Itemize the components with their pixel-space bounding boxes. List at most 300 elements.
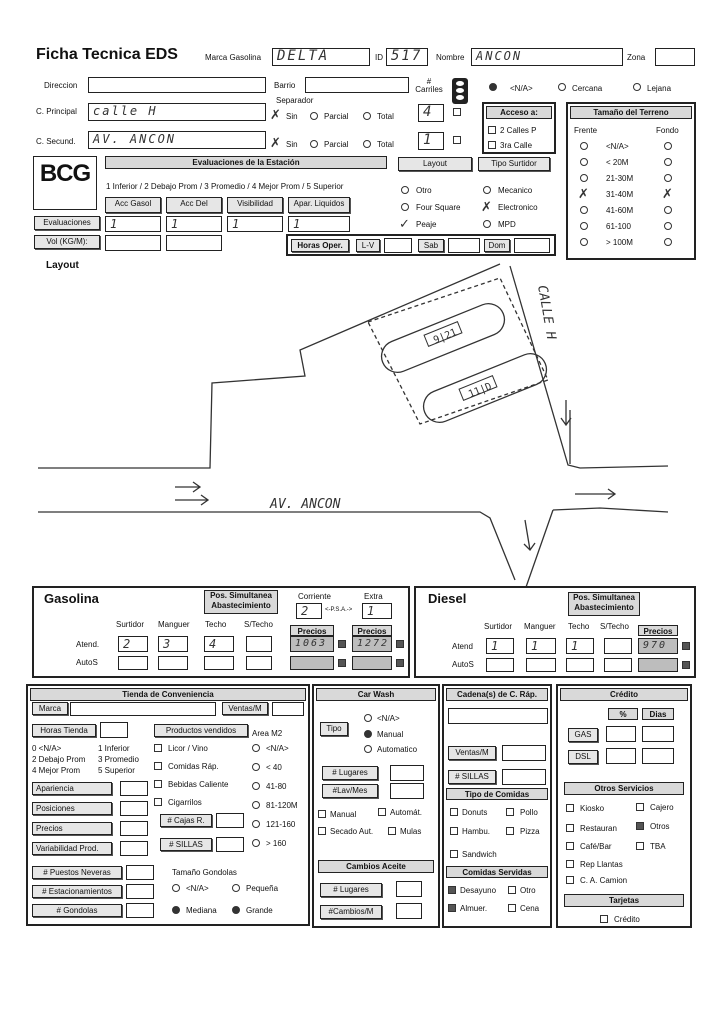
diesel-atend-surtidor-field[interactable]: 1 <box>486 638 514 654</box>
nombre-label: Nombre <box>436 53 465 62</box>
gondolas-label: # Gondolas <box>32 904 122 917</box>
carriles-secund-check[interactable] <box>453 136 461 146</box>
gasolina-autos-techo-field[interactable] <box>204 656 234 670</box>
credito-gas-label: GAS <box>568 728 598 742</box>
servida-almuer-label: Almuer. <box>460 904 488 913</box>
tienda-panel <box>26 684 310 926</box>
gasolina-atend-manguer-field[interactable]: 3 <box>158 636 188 652</box>
eval-acc-del-field[interactable]: 1 <box>166 216 222 232</box>
terreno-frente-radio-1[interactable] <box>580 158 588 168</box>
puestos-neveras-field[interactable] <box>126 865 154 880</box>
diesel-autos-surtidor-field[interactable] <box>486 658 514 672</box>
nombre-field[interactable]: ANCON <box>471 48 623 66</box>
comidas-servidas-title: Comidas Servidas <box>446 866 548 878</box>
horas-sab-label: Sab <box>418 239 444 252</box>
area-label-0: <N/A> <box>266 744 289 753</box>
surtidor-electronico-radio[interactable]: ✗ <box>481 199 492 214</box>
servicio-restauran-label: Restauran <box>580 824 617 833</box>
area-label-2: 41-80 <box>266 782 287 791</box>
area-radio-4[interactable] <box>252 820 260 830</box>
parcial-label-1: Parcial <box>324 112 349 121</box>
c-principal-field[interactable]: calle H <box>88 103 266 121</box>
layout-peaje-radio[interactable]: ✓ <box>399 216 410 231</box>
gasolina-corriente-label: Corriente <box>298 592 331 601</box>
servida-otro-label: Otro <box>520 886 536 895</box>
carriles-secund-field[interactable]: 1 <box>418 132 444 150</box>
gondolas-field[interactable] <box>126 903 154 918</box>
terreno-frente-radio-2[interactable] <box>580 174 588 184</box>
terreno-fondo-radio-6[interactable] <box>664 238 672 248</box>
credito-dsl-dias-field[interactable] <box>642 748 674 764</box>
gasolina-autos-precio-extra-field[interactable] <box>352 656 392 670</box>
diesel-techo-label: Techo <box>568 622 590 631</box>
barrio-field[interactable] <box>305 77 409 93</box>
diesel-manguer-label: Manguer <box>524 622 556 631</box>
area-label-3: 81-120M <box>266 801 298 810</box>
tarjeta-credito-label: Crédito <box>614 915 640 924</box>
horas-dom-label: Dom <box>484 239 510 252</box>
carwash-lavmes-label: #Lav/Mes <box>322 784 378 798</box>
area-radio-0[interactable] <box>252 744 260 754</box>
area-radio-3[interactable] <box>252 801 260 811</box>
separador-total-radio-1[interactable] <box>363 112 371 122</box>
layout-four-square-label: Four Square <box>416 203 461 212</box>
gasolina-atend-stecho-field[interactable] <box>246 636 272 652</box>
carwash-manual-check[interactable] <box>318 810 326 820</box>
terreno-frente-radio-5[interactable] <box>580 222 588 232</box>
apar-liquidos-button[interactable]: Apar. Liquidos <box>288 197 350 213</box>
gondola-mediana-label: Mediana <box>186 906 217 915</box>
tienda-item-field-2[interactable] <box>120 821 148 836</box>
evaluaciones-title: Evaluaciones de la Estación <box>105 156 387 169</box>
servicio-kiosko-label: Kiosko <box>580 804 605 813</box>
cajas-field[interactable] <box>216 813 244 828</box>
servicio-restauran-check[interactable] <box>566 824 574 834</box>
tienda-horas-field[interactable] <box>100 722 128 738</box>
scale-3: 3 Promedio <box>98 755 139 764</box>
servida-almuer-check[interactable] <box>448 904 456 914</box>
tipo-sandwich-check[interactable] <box>450 850 458 860</box>
cambios-aceite-title: Cambios Aceite <box>318 860 434 873</box>
tienda-item-field-0[interactable] <box>120 781 148 796</box>
c-principal-label: C. Principal <box>36 107 77 116</box>
carwash-automatico-label: Automatico <box>377 745 418 754</box>
terreno-frente-radio-0[interactable] <box>580 142 588 152</box>
carwash-manual-radio[interactable] <box>364 730 372 740</box>
estacionamientos-label: # Estacionamientos <box>32 885 122 898</box>
tipo-sandwich-label: Sandwich <box>462 850 497 859</box>
tipo-surtidor-tab[interactable]: Tipo Surtidor <box>478 157 550 171</box>
diesel-autos-check[interactable] <box>682 661 690 671</box>
terreno-option-5: 61-100 <box>606 222 631 231</box>
diesel-autos-techo-field[interactable] <box>566 658 594 672</box>
marca-field[interactable]: DELTA <box>272 48 370 66</box>
diesel-surtidor-label: Surtidor <box>484 622 513 631</box>
layout-four-square-radio[interactable] <box>401 203 409 213</box>
acceso-panel <box>482 102 556 154</box>
volumen-row-label: Vol (KG/M): <box>34 235 100 249</box>
separador-label: Separador <box>276 96 314 105</box>
scale-2: 2 Debajo Prom <box>32 755 86 764</box>
layout-peaje-label: Peaje <box>416 220 437 229</box>
area-radio-5[interactable] <box>252 839 260 849</box>
carwash-lugares-label: # Lugares <box>322 766 378 780</box>
carwash-title: Car Wash <box>316 688 436 701</box>
surtidor-mpd-radio[interactable] <box>483 220 491 230</box>
area-radio-2[interactable] <box>252 782 260 792</box>
gasolina-precio-extra-field[interactable]: 1272 <box>352 636 392 652</box>
separador-parcial-radio-2[interactable] <box>310 140 318 150</box>
gasolina-precios-corriente-label: Precios <box>290 625 334 636</box>
gasolina-autos-label: AutoS <box>76 658 98 667</box>
carwash-na-radio[interactable] <box>364 714 372 724</box>
diesel-autos-precio-field[interactable] <box>638 658 678 672</box>
gasolina-precios-extra-label: Precios <box>352 625 392 636</box>
cambios-mes-field[interactable] <box>396 903 422 919</box>
tipo-donuts-check[interactable] <box>450 808 458 818</box>
carwash-secado-label: Secado Aut. <box>330 827 374 836</box>
tipo-pizza-check[interactable] <box>506 827 514 837</box>
terreno-fondo-radio-1[interactable] <box>664 158 672 168</box>
producto-label-2: Bebidas Caliente <box>168 780 229 789</box>
tamano-gondolas-label: Tamaño Gondolas <box>172 868 237 877</box>
acc-del-button[interactable]: Acc Del <box>166 197 222 213</box>
tienda-ventas-field[interactable] <box>272 702 304 716</box>
terreno-option-0: <N/A> <box>606 142 629 151</box>
gasolina-corriente-field[interactable]: 2 <box>296 603 322 619</box>
producto-check-0[interactable] <box>154 744 162 754</box>
visibilidad-button[interactable]: Visibilidad <box>227 197 283 213</box>
terreno-fondo-radio-3[interactable]: ✗ <box>662 186 673 201</box>
terreno-option-1: < 20M <box>606 158 629 167</box>
productos-vendidos-label: Productos vendidos <box>154 724 248 737</box>
diesel-autos-label: AutoS <box>452 660 474 669</box>
carwash-mulas-check[interactable] <box>388 827 396 837</box>
terreno-frente-radio-6[interactable] <box>580 238 588 248</box>
layout-otro-label: Otro <box>416 186 432 195</box>
eval-visibilidad-field[interactable]: 1 <box>227 216 283 232</box>
pump-2-label: 11|D <box>467 381 494 401</box>
scale-5: 5 Superior <box>98 766 135 775</box>
tienda-title: Tienda de Conveniencia <box>30 688 306 701</box>
gondola-grande-label: Grande <box>246 906 273 915</box>
tercera-calle-check[interactable] <box>488 141 496 151</box>
servicio-cafe-check[interactable] <box>566 842 574 852</box>
tienda-item-3: Variabilidad Prod. <box>32 842 112 855</box>
terreno-frente-radio-3[interactable]: ✗ <box>578 186 589 201</box>
servicio-otros-label: Otros <box>650 822 670 831</box>
credito-panel <box>556 684 692 928</box>
marca-label: Marca Gasolina <box>205 53 262 62</box>
area-m2-label: Area M2 <box>252 729 283 738</box>
carwash-mulas-label: Mulas <box>400 827 422 836</box>
credito-dsl-label: DSL <box>568 750 598 764</box>
dos-calles-check[interactable] <box>488 126 496 136</box>
servida-otro-check[interactable] <box>508 886 516 896</box>
carwash-lugares-field[interactable] <box>390 765 424 781</box>
diesel-precio-field[interactable]: 970 <box>638 638 678 654</box>
servicio-camion-label: C. A. Camion <box>580 876 628 885</box>
carwash-panel <box>312 684 440 928</box>
credito-gas-dias-field[interactable] <box>642 726 674 742</box>
area-label-5: > 160 <box>266 839 287 848</box>
gasolina-autos-extra-check[interactable] <box>396 659 404 669</box>
scale-0: 0 <N/A> <box>32 744 62 753</box>
servicio-kiosko-check[interactable] <box>566 804 574 814</box>
otros-servicios-title: Otros Servicios <box>564 782 684 795</box>
carriles-principal-field[interactable]: 4 <box>418 104 444 122</box>
servida-desayuno-label: Desayuno <box>460 886 497 895</box>
servicio-cajero-label: Cajero <box>650 803 674 812</box>
surtidor-electronico-label: Electronico <box>498 203 538 212</box>
diesel-autos-stecho-field[interactable] <box>604 658 632 672</box>
gasolina-autos-surtidor-field[interactable] <box>118 656 148 670</box>
scale-4: 4 Mejor Prom <box>32 766 81 775</box>
terreno-option-4: 41-60M <box>606 206 634 215</box>
carwash-automat-check-label: Automát. <box>390 808 423 817</box>
diesel-stecho-label: S/Techo <box>600 622 629 631</box>
estacionamientos-field[interactable] <box>126 884 154 899</box>
terreno-panel <box>566 102 696 260</box>
gasolina-precio-corriente-field[interactable]: 1063 <box>290 636 334 652</box>
total-label-2: Total <box>377 140 394 149</box>
terreno-fondo-radio-2[interactable] <box>664 174 672 184</box>
diesel-panel <box>414 586 696 678</box>
traffic-light-icon <box>452 78 468 104</box>
tienda-item-1: Posiciones <box>32 802 112 815</box>
carwash-na-label: <N/A> <box>377 714 400 723</box>
calle-h-sketch-label: CALLE H <box>534 284 559 341</box>
direccion-label: Direccion <box>44 81 78 90</box>
cambios-mes-label: #Cambios/M <box>320 905 382 919</box>
credito-dsl-pct-field[interactable] <box>606 748 636 764</box>
producto-check-3[interactable] <box>154 798 162 808</box>
area-radio-1[interactable] <box>252 763 260 773</box>
tipo-donuts-label: Donuts <box>462 808 488 817</box>
credito-dias-label: Dias <box>642 708 674 720</box>
diesel-atend-techo-field[interactable]: 1 <box>566 638 594 654</box>
c-secund-field[interactable]: AV. ANCON <box>88 131 266 149</box>
gasolina-pos-sim-title: Pos. Simultanea Abastecimiento <box>204 590 278 614</box>
cambios-lugares-field[interactable] <box>396 881 422 897</box>
carriles-label: # Carriles <box>415 77 443 94</box>
separador-sin-radio-2[interactable]: ✗ <box>270 135 281 150</box>
cadena-sillas-label: # SILLAS <box>448 770 496 784</box>
diesel-precios-label: Precios <box>638 625 678 636</box>
servicio-llantas-label: Rep Llantas <box>580 860 623 869</box>
gasolina-autos-corriente-check[interactable] <box>338 659 346 669</box>
tipo-comidas-title: Tipo de Comidas <box>446 788 548 800</box>
tienda-marca-label: Marca <box>32 702 68 715</box>
sillas-field[interactable] <box>216 837 244 852</box>
tienda-item-field-3[interactable] <box>120 841 148 856</box>
servida-desayuno-check[interactable] <box>448 886 456 896</box>
tipo-pollo-label: Pollo <box>520 808 538 817</box>
separador-sin-radio-1[interactable]: ✗ <box>270 107 281 122</box>
direccion-field[interactable] <box>88 77 266 93</box>
proximity-lejana-radio[interactable] <box>633 83 641 93</box>
carwash-tipo-label: Tipo <box>320 722 348 736</box>
tienda-marca-field[interactable] <box>70 702 216 716</box>
servicio-camion-check[interactable] <box>566 876 574 886</box>
fondo-label: Fondo <box>656 126 679 135</box>
pump-1-label: 9|21 <box>432 327 459 347</box>
diesel-precio-check[interactable] <box>682 642 690 652</box>
gasolina-title: Gasolina <box>44 591 99 606</box>
gasolina-surtidor-label: Surtidor <box>116 620 145 629</box>
vol-field-1[interactable] <box>105 235 161 251</box>
acceso-title: Acceso a: <box>486 106 552 119</box>
tipo-pollo-check[interactable] <box>506 808 514 818</box>
parcial-label-2: Parcial <box>324 140 349 149</box>
gasolina-precio-corriente-check[interactable] <box>338 640 346 650</box>
zona-field[interactable] <box>655 48 695 66</box>
gasolina-autos-stecho-field[interactable] <box>246 656 272 670</box>
tienda-horas-label: Horas Tienda <box>32 724 96 737</box>
tienda-item-field-1[interactable] <box>120 801 148 816</box>
c-secund-label: C. Secund. <box>36 137 76 146</box>
acc-gasol-button[interactable]: Acc Gasol <box>105 197 161 213</box>
proximity-lejana-label: Lejana <box>647 84 672 93</box>
horas-oper-label: Horas Oper. <box>291 239 349 252</box>
diesel-atend-manguer-field[interactable]: 1 <box>526 638 556 654</box>
av-ancon-sketch-label: AV. ANCON <box>270 497 341 512</box>
producto-check-2[interactable] <box>154 780 162 790</box>
gasolina-autos-manguer-field[interactable] <box>158 656 188 670</box>
sin-label-2: Sin <box>286 140 298 149</box>
sillas-label: # SILLAS <box>160 838 212 851</box>
credito-pct-label: % <box>608 708 638 720</box>
evaluaciones-row-label: Evaluaciones <box>34 216 100 230</box>
producto-label-1: Comidas Ráp. <box>168 762 219 771</box>
area-label-4: 121-160 <box>266 820 296 829</box>
gondola-na-radio[interactable] <box>172 884 180 894</box>
gasolina-stecho-label: S/Techo <box>244 620 273 629</box>
tienda-item-2: Precios <box>32 822 112 835</box>
proximity-cercana-radio[interactable] <box>558 83 566 93</box>
cadena-ventas-field[interactable] <box>502 745 546 761</box>
producto-label-0: Licor / Vino <box>168 744 208 753</box>
bcg-logo: BCG <box>33 156 97 210</box>
proximity-na-label: <N/A> <box>510 84 533 93</box>
layout-otro-radio[interactable] <box>401 186 409 196</box>
gondola-grande-radio[interactable] <box>232 906 240 916</box>
carriles-principal-check[interactable] <box>453 108 461 118</box>
separador-total-radio-2[interactable] <box>363 140 371 150</box>
carwash-secado-check[interactable] <box>318 827 326 837</box>
carwash-automatico-radio[interactable] <box>364 745 372 755</box>
surtidor-mecanico-label: Mecanico <box>498 186 533 195</box>
carwash-lavmes-field[interactable] <box>390 783 424 799</box>
cadena-panel <box>442 684 552 928</box>
cadena-title: Cadena(s) de C. Ráp. <box>446 688 548 701</box>
dos-calles-label: 2 Calles P <box>500 126 537 135</box>
servicio-otros-check[interactable] <box>636 822 644 832</box>
horas-lv-label: L-V <box>356 239 380 252</box>
vol-field-2[interactable] <box>166 235 222 251</box>
puestos-neveras-label: # Puestos Neveras <box>32 866 122 879</box>
servicio-cajero-check[interactable] <box>636 803 644 813</box>
terreno-fondo-radio-0[interactable] <box>664 142 672 152</box>
terreno-fondo-radio-4[interactable] <box>664 206 672 216</box>
barrio-label: Barrio <box>274 81 296 90</box>
tienda-item-0: Apariencia <box>32 782 112 795</box>
tercera-calle-label: 3ra Calle <box>500 141 533 150</box>
surtidor-mpd-label: MPD <box>498 220 516 229</box>
credito-gas-pct-field[interactable] <box>606 726 636 742</box>
terreno-option-6: > 100M <box>606 238 633 247</box>
carwash-manual-check-label: Manual <box>330 810 357 819</box>
eval-apar-liquidos-field[interactable]: 1 <box>288 216 350 232</box>
servicio-tba-check[interactable] <box>636 842 644 852</box>
id-field[interactable]: 517 <box>386 48 428 66</box>
diesel-autos-manguer-field[interactable] <box>526 658 556 672</box>
terreno-frente-radio-4[interactable] <box>580 206 588 216</box>
carwash-automat-check[interactable] <box>378 808 386 818</box>
gondola-pequena-radio[interactable] <box>232 884 240 894</box>
servida-cena-label: Cena <box>520 904 540 913</box>
evaluaciones-scale: 1 Inferior / 2 Debajo Prom / 3 Promedio / 4 Mejor Prom / 5 Superior <box>106 182 344 191</box>
sin-label-1: Sin <box>286 112 298 121</box>
eval-acc-gasol-field[interactable]: 1 <box>105 216 161 232</box>
scale-1: 1 Inferior <box>98 744 130 753</box>
layout-tab[interactable]: Layout <box>398 157 472 171</box>
layout-sketch <box>0 250 724 595</box>
producto-check-1[interactable] <box>154 762 162 772</box>
cadena-name-field[interactable] <box>448 708 548 724</box>
gasolina-psa-label: <-P.S.A.-> <box>325 607 353 613</box>
servicio-llantas-check[interactable] <box>566 860 574 870</box>
terreno-option-2: 21-30M <box>606 174 634 183</box>
form-title: Ficha Tecnica EDS <box>36 46 178 63</box>
gasolina-precio-extra-check[interactable] <box>396 640 404 650</box>
gondola-mediana-radio[interactable] <box>172 906 180 916</box>
credito-title: Crédito <box>560 688 688 701</box>
diesel-pos-sim-title: Pos. Simultanea Abastecimiento <box>568 592 640 616</box>
separador-parcial-radio-1[interactable] <box>310 112 318 122</box>
zona-label: Zona <box>627 53 646 62</box>
area-label-1: < 40 <box>266 763 282 772</box>
gasolina-atend-label: Atend. <box>76 640 100 649</box>
gasolina-manguer-label: Manguer <box>158 620 190 629</box>
terreno-title: Tamaño del Terreno <box>570 106 692 119</box>
cadena-sillas-field[interactable] <box>502 769 546 785</box>
tipo-hambu-check[interactable] <box>450 827 458 837</box>
total-label-1: Total <box>377 112 394 121</box>
tarjetas-title: Tarjetas <box>564 894 684 907</box>
terreno-option-3: 31-40M <box>606 190 634 199</box>
diesel-atend-stecho-field[interactable] <box>604 638 632 654</box>
gondola-na-label: <N/A> <box>186 884 209 893</box>
gasolina-extra-field[interactable]: 1 <box>362 603 392 619</box>
proximity-na-radio[interactable] <box>489 83 497 93</box>
tarjeta-credito-check[interactable] <box>600 915 608 925</box>
surtidor-mecanico-radio[interactable] <box>483 186 491 196</box>
gasolina-atend-techo-field[interactable]: 4 <box>204 636 234 652</box>
terreno-fondo-radio-5[interactable] <box>664 222 672 232</box>
layout-section-label: Layout <box>46 260 79 271</box>
proximity-cercana-label: Cercana <box>572 84 603 93</box>
tipo-pizza-label: Pizza <box>520 827 540 836</box>
cadena-ventas-label: Ventas/M <box>448 746 496 760</box>
producto-label-3: Cigarrilos <box>168 798 202 807</box>
gasolina-autos-precio-corriente-field[interactable] <box>290 656 334 670</box>
gondola-pequena-label: Pequeña <box>246 884 279 893</box>
gasolina-atend-surtidor-field[interactable]: 2 <box>118 636 148 652</box>
diesel-title: Diesel <box>428 591 467 606</box>
id-label: ID <box>375 53 383 62</box>
servida-cena-check[interactable] <box>508 904 516 914</box>
